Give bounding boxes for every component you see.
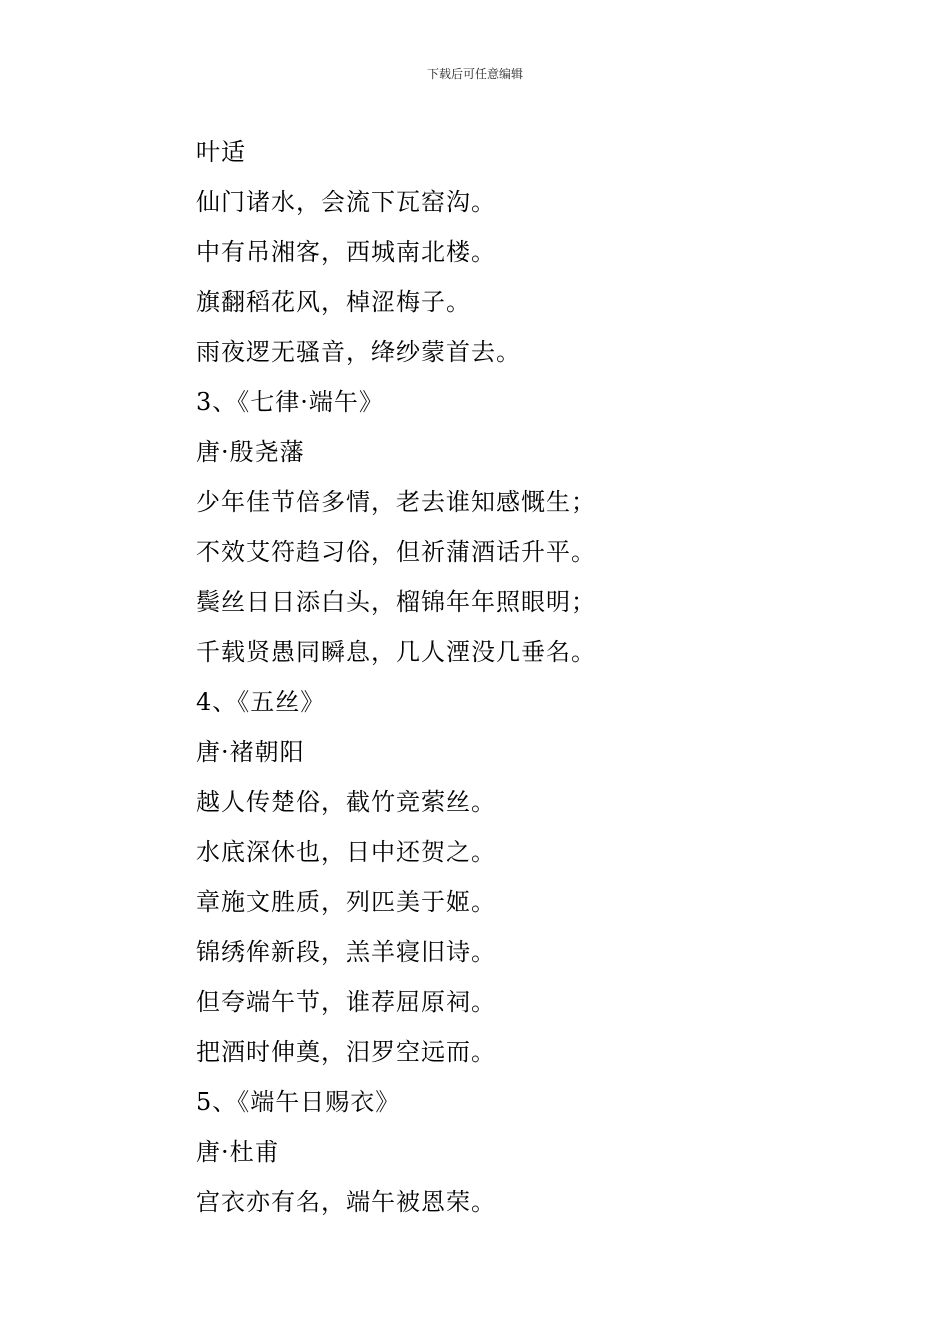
poem-line: 章施文胜质，列匹美于姬。 [196,888,496,916]
poem-line: 少年佳节倍多情，老去谁知感慨生； [196,488,596,516]
author-line: 唐·殷尧藩 [196,438,305,466]
poem-line: 不效艾符趋习俗，但祈蒲酒话升平。 [196,538,596,566]
author-line: 叶适 [196,138,246,166]
document-body [196,127,816,1227]
poem-line: 中有吊湘客，西城南北楼。 [196,238,496,266]
poem-line: 但夸端午节，谁荐屈原祠。 [196,988,496,1016]
poem-line: 越人传楚俗，截竹竞萦丝。 [196,788,496,816]
poem-title: 3、《七律·端午》 [196,388,384,416]
page-header: 下载后可任意编辑 [426,67,523,81]
poem-line: 锦绣侔新段，羔羊寝旧诗。 [196,938,496,966]
poem-title: 5、《端午日赐衣》 [196,1088,401,1116]
poem-line: 仙门诸水，会流下瓦窑沟。 [196,188,496,216]
poem-line: 宫衣亦有名，端午被恩荣。 [196,1188,496,1216]
author-line: 唐·褚朝阳 [196,738,305,766]
poem-line: 鬓丝日日添白头，榴锦年年照眼明； [196,588,596,616]
poem-line: 水底深休也，日中还贺之。 [196,838,496,866]
poem-title: 4、《五丝》 [196,688,326,716]
poem-line: 雨夜逻无骚音，绛纱蒙首去。 [196,338,521,366]
poem-line: 千载贤愚同瞬息，几人湮没几垂名。 [196,638,596,666]
poem-line: 把酒时伸奠，汨罗空远而。 [196,1038,496,1066]
author-line: 唐·杜甫 [196,1138,280,1166]
poem-line: 旗翻稻花风，棹涩梅子。 [196,288,471,316]
